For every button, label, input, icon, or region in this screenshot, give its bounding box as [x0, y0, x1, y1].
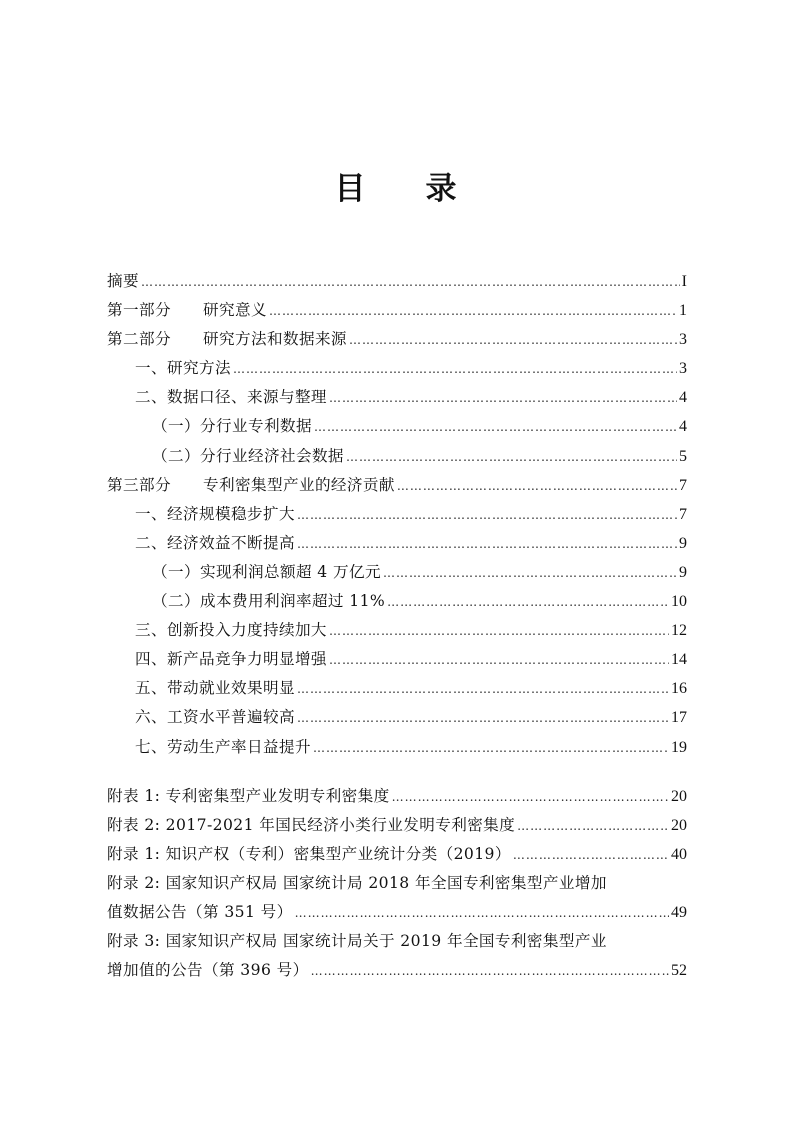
toc-entry-3-3[interactable] — [107, 616, 687, 645]
toc-entry-3-6[interactable] — [107, 703, 687, 732]
toc-entry-2-1[interactable] — [107, 354, 687, 383]
toc-entry-abstract[interactable] — [107, 267, 687, 296]
leader-dots — [141, 268, 680, 297]
toc-entry-2-2-1[interactable] — [107, 412, 687, 441]
toc-page-number: 7 — [679, 476, 687, 494]
toc-page-number: 12 — [671, 622, 687, 640]
toc-page-number: 4 — [679, 389, 687, 407]
toc-entry-part-3[interactable] — [107, 471, 687, 500]
toc-entry-2-2[interactable] — [107, 383, 687, 412]
toc-entry-2-2-2[interactable] — [107, 442, 687, 471]
toc-page-number: I — [681, 273, 687, 290]
leader-dots — [311, 957, 669, 986]
toc-appendix-1[interactable] — [107, 840, 687, 869]
toc-page-number: 19 — [671, 738, 687, 756]
toc-page-number: 14 — [671, 651, 687, 669]
leader-dots — [397, 472, 677, 501]
leader-dots — [329, 384, 677, 413]
leader-dots — [387, 588, 669, 617]
toc-appendix-2[interactable] — [107, 869, 687, 927]
toc-entry-label: 六、工资水平普遍较高 — [135, 708, 295, 727]
leader-dots — [295, 899, 669, 928]
leader-dots — [329, 617, 669, 646]
toc-entry-label: 第三部分 专利密集型产业的经济贡献 — [107, 475, 395, 494]
leader-dots — [346, 443, 677, 472]
toc-page-number: 3 — [679, 360, 687, 378]
toc-page-number: 5 — [679, 447, 687, 465]
toc-entry-label-line1: 附录 2: 国家知识产权局 国家统计局 2018 年全国专利密集型产业增加 — [107, 873, 607, 892]
toc-entry-label: （二）分行业经济社会数据 — [152, 446, 344, 465]
toc-entry-label: 附录 1: 知识产权（专利）密集型产业统计分类（2019） — [107, 844, 511, 863]
toc-entry-label: （一）分行业专利数据 — [152, 417, 312, 436]
toc-entry-3-2[interactable] — [107, 529, 687, 558]
toc-appendix-table-2[interactable] — [107, 811, 687, 840]
toc-page-number: 17 — [671, 709, 687, 727]
leader-dots — [392, 783, 669, 812]
leader-dots — [297, 704, 669, 733]
toc-entry-part-2[interactable] — [107, 325, 687, 354]
toc-page-number: 9 — [679, 563, 687, 581]
page-title — [0, 163, 793, 208]
toc-entry-label: 附表 2: 2017-2021 年国民经济小类行业发明专利密集度 — [107, 815, 516, 834]
table-of-contents — [107, 267, 687, 985]
toc-entry-label: 第二部分 研究方法和数据来源 — [107, 330, 347, 349]
section-spacer — [107, 762, 687, 782]
title-char-1: 目 — [334, 171, 368, 207]
toc-entry-3-2-2[interactable] — [107, 587, 687, 616]
toc-page-number: 20 — [671, 816, 687, 834]
toc-entry-label: 二、经济效益不断提高 — [135, 533, 295, 552]
leader-dots — [383, 559, 677, 588]
leader-dots — [329, 646, 669, 675]
toc-entry-label-line1: 附录 3: 国家知识产权局 国家统计局关于 2019 年全国专利密集型产业 — [107, 932, 607, 951]
toc-entry-label: 一、经济规模稳步扩大 — [135, 504, 295, 523]
leader-dots — [297, 501, 677, 530]
leader-dots — [269, 297, 677, 326]
toc-page-number: 49 — [671, 903, 687, 921]
toc-page-number: 4 — [679, 418, 687, 436]
toc-entry-label: （二）成本费用利润率超过 11% — [152, 592, 386, 611]
toc-entry-3-4[interactable] — [107, 645, 687, 674]
toc-entry-label: 附表 1: 专利密集型产业发明专利密集度 — [107, 786, 390, 805]
toc-entry-3-5[interactable] — [107, 674, 687, 703]
toc-entry-3-2-1[interactable] — [107, 558, 687, 587]
toc-appendix-3[interactable] — [107, 927, 687, 985]
toc-entry-3-7[interactable] — [107, 733, 687, 762]
toc-entry-label: 值数据公告（第 351 号） — [107, 902, 293, 921]
toc-entry-3-1[interactable] — [107, 500, 687, 529]
toc-page-number: 9 — [679, 534, 687, 552]
toc-appendix-table-1[interactable] — [107, 782, 687, 811]
toc-entry-label: 五、带动就业效果明显 — [135, 679, 295, 698]
toc-entry-label: 摘要 — [107, 272, 139, 290]
leader-dots — [313, 734, 669, 763]
toc-entry-label: 二、数据口径、来源与整理 — [135, 388, 327, 407]
toc-page-number: 40 — [671, 845, 687, 863]
toc-page-number: 7 — [679, 505, 687, 523]
leader-dots — [349, 326, 677, 355]
toc-page-number: 1 — [679, 302, 687, 320]
leader-dots — [297, 675, 669, 704]
toc-page-number: 16 — [671, 680, 687, 698]
toc-entry-label: 一、研究方法 — [135, 359, 231, 378]
toc-page-number: 52 — [671, 962, 687, 980]
toc-entry-label: 三、创新投入力度持续加大 — [135, 621, 327, 640]
toc-entry-label: （一）实现利润总额超 4 万亿元 — [152, 562, 381, 581]
title-char-2: 录 — [425, 171, 459, 207]
toc-page-number: 20 — [671, 787, 687, 805]
leader-dots — [517, 812, 669, 841]
toc-entry-part-1[interactable] — [107, 296, 687, 325]
leader-dots — [314, 413, 677, 442]
toc-page-number: 10 — [671, 593, 687, 611]
leader-dots — [233, 355, 677, 384]
leader-dots — [297, 530, 677, 559]
toc-entry-label: 第一部分 研究意义 — [107, 301, 267, 320]
toc-entry-label: 四、新产品竞争力明显增强 — [135, 650, 327, 669]
toc-page-number: 3 — [679, 331, 687, 349]
toc-entry-label: 增加值的公告（第 396 号） — [107, 961, 309, 980]
toc-entry-label: 七、劳动生产率日益提升 — [135, 737, 311, 756]
leader-dots — [513, 841, 669, 870]
